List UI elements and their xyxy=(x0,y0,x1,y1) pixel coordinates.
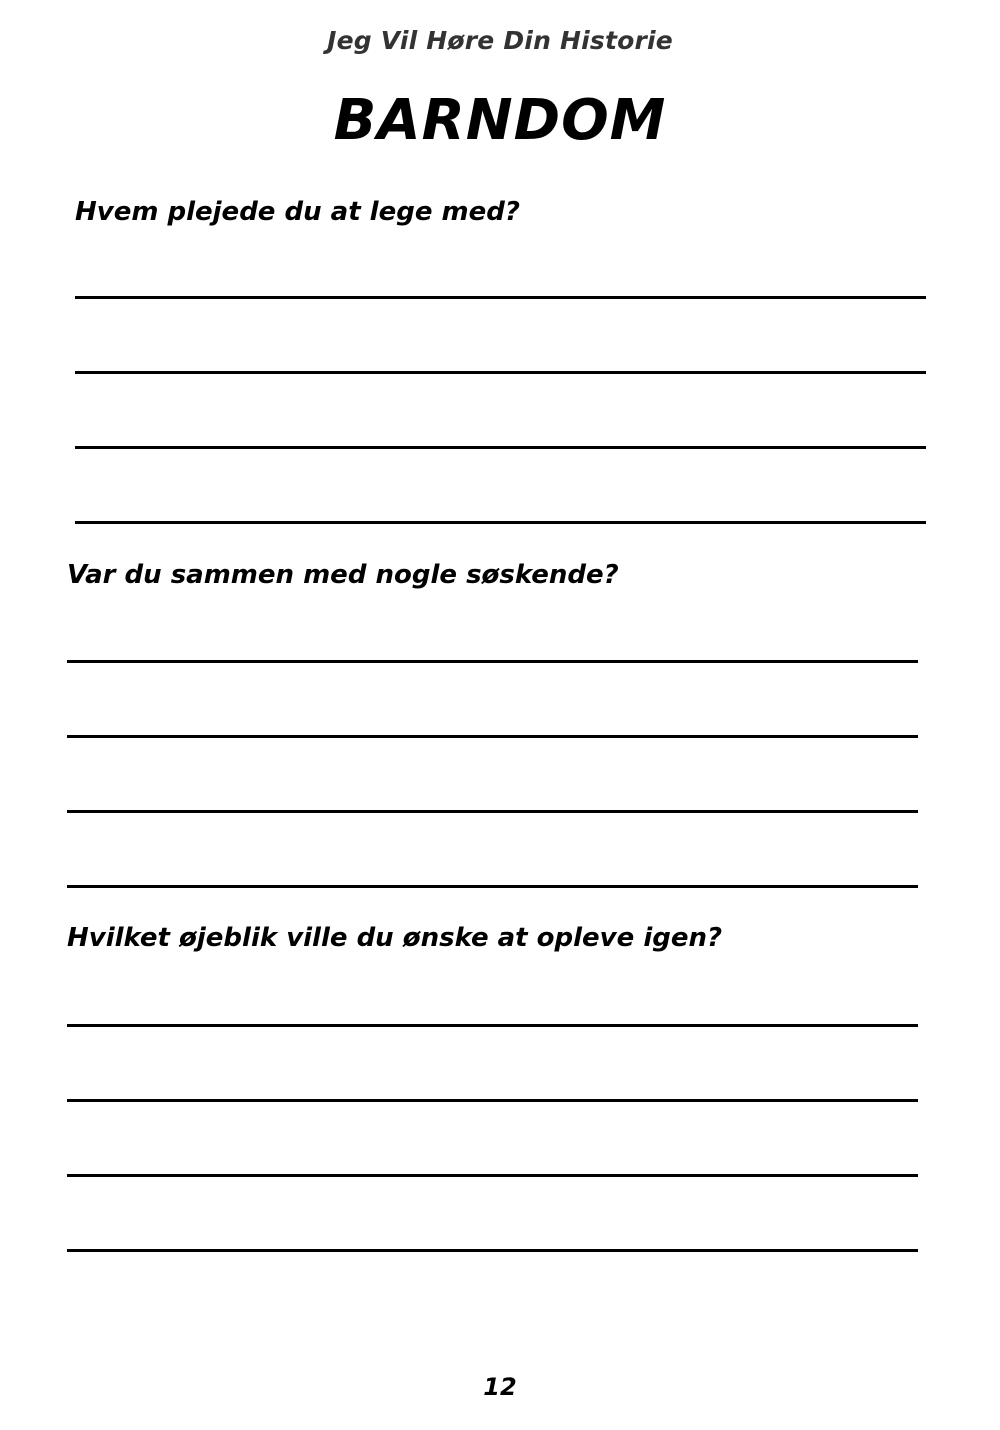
answer-line[interactable] xyxy=(67,810,918,813)
chapter-title: BARNDOM xyxy=(333,88,667,153)
page-number: 12 xyxy=(483,1373,517,1401)
answer-line[interactable] xyxy=(67,735,918,738)
answer-line[interactable] xyxy=(75,446,926,449)
answer-line[interactable] xyxy=(75,521,926,524)
answer-line[interactable] xyxy=(75,296,926,299)
answer-line[interactable] xyxy=(67,660,918,663)
question-3: Hvilket øjeblik ville du ønske at opleve igen? xyxy=(67,923,723,953)
answer-line[interactable] xyxy=(67,1174,918,1177)
answer-line[interactable] xyxy=(67,1024,918,1027)
question-1: Hvem plejede du at lege med? xyxy=(75,197,520,227)
answer-line[interactable] xyxy=(67,885,918,888)
answer-line[interactable] xyxy=(67,1099,918,1102)
answer-line[interactable] xyxy=(75,371,926,374)
question-2: Var du sammen med nogle søskende? xyxy=(67,560,619,590)
answer-line[interactable] xyxy=(67,1249,918,1252)
book-title: Jeg Vil Høre Din Historie xyxy=(327,26,673,55)
